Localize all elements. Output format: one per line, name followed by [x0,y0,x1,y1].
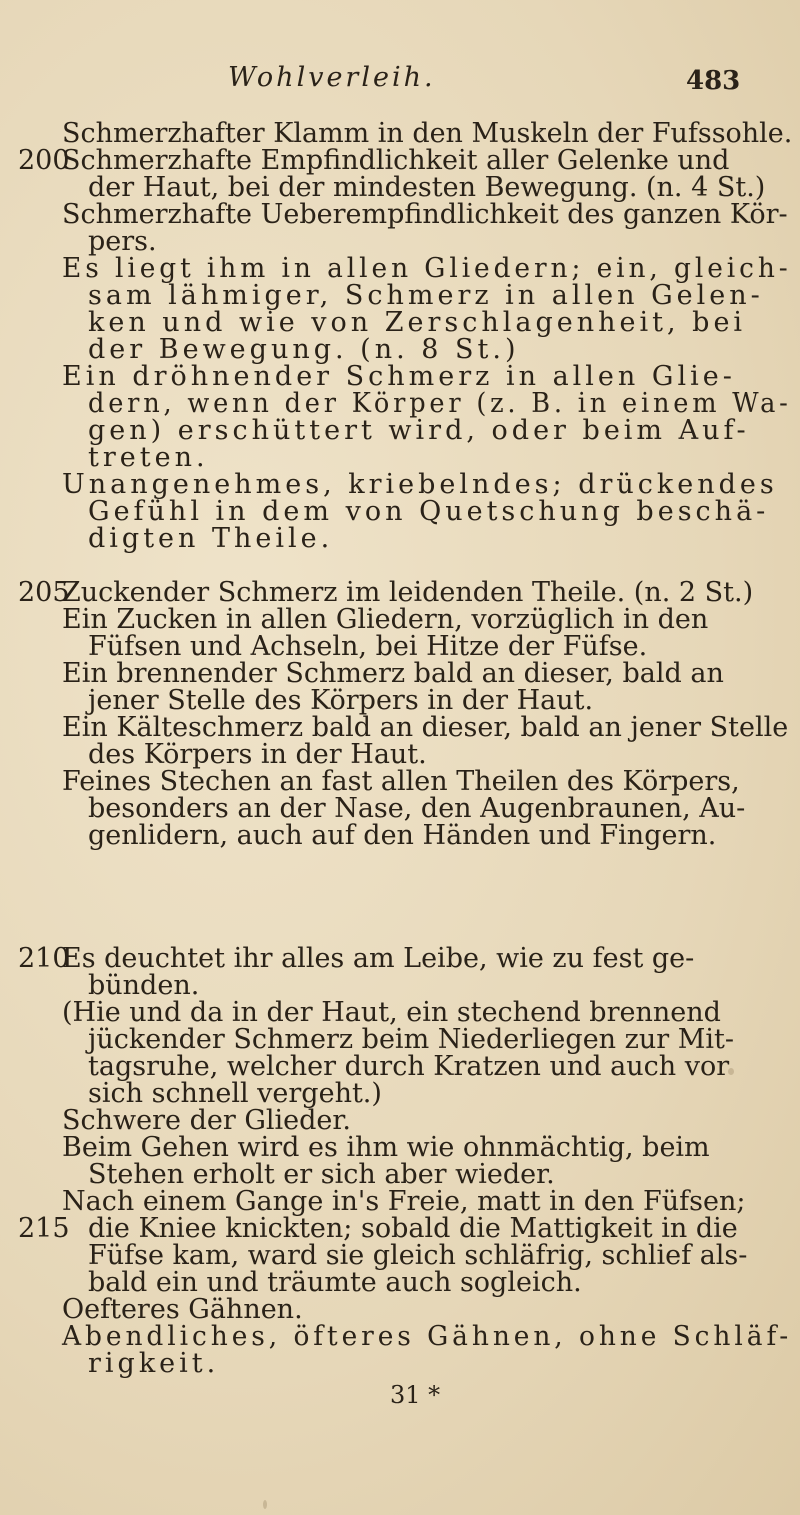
text-line: Schmerzhafter Klamm in den Muskeln der Fufssohle. [62,118,793,149]
text-line: Ein Zucken in allen Gliedern, vorzüglich in den [62,604,709,635]
text-line: die Kniee knickten; sobald die Mattigkeit in die [88,1213,738,1244]
text-line: (Hie und da in der Haut, ein stechend brennend [62,997,721,1028]
text-line: der Bewegung. (n. 8 St.) [88,334,520,365]
signature-mark: 31 * [390,1381,441,1409]
text-line: Nach einem Gange in's Freie, matt in den Füfsen; [62,1186,746,1217]
page-number: 483 [686,66,741,96]
text-line: bünden. [88,970,200,1001]
text-line: tagsruhe, welcher durch Kratzen und auch vor [88,1051,730,1082]
text-line: Stehen erholt er sich aber wieder. [88,1159,555,1190]
text-line: genlidern, auch auf den Händen und Fingern. [88,820,717,851]
text-line: Es deuchtet ihr alles am Leibe, wie zu fest ge- [62,943,695,974]
text-line: Gefühl in dem von Quetschung beschä- [88,496,770,527]
text-line: Feines Stechen an fast allen Theilen des Körpers, [62,766,740,797]
text-line: dern, wenn der Körper (z. B. in einem Wa- [88,388,792,419]
text-line: Unangenehmes, kriebelndes; drückendes [62,469,778,500]
text-line: Ein Kälteschmerz bald an dieser, bald an jener Stelle [62,712,789,743]
text-line: jener Stelle des Körpers in der Haut. [88,685,594,716]
text-line: treten. [88,442,209,473]
text-line: Oefteres Gähnen. [62,1294,303,1325]
text-line: jückender Schmerz beim Niederliegen zur Mit- [88,1024,734,1055]
line-number: 205 [18,577,70,608]
text-line: der Haut, bei der mindesten Bewegung. (n. 4 St.) [88,172,766,203]
text-line: Füfsen und Achseln, bei Hitze der Füfse. [88,631,648,662]
text-line: Füfse kam, ward sie gleich schläfrig, schlief als- [88,1240,748,1271]
line-number: 210 [18,943,70,974]
text-line: Schmerzhafte Empfindlichkeit aller Gelenke und [62,145,730,176]
text-line: sich schnell vergeht.) [88,1078,382,1109]
text-line: des Körpers in der Haut. [88,739,427,770]
text-line: besonders an der Nase, den Augenbraunen, Au- [88,793,746,824]
paper-stain [263,1500,267,1509]
line-number: 200 [18,145,70,176]
line-number: 215 [18,1213,70,1244]
text-line: bald ein und träumte auch sogleich. [88,1267,582,1298]
text-line: ken und wie von Zerschlagenheit, bei [88,307,747,338]
text-line: rigkeit. [88,1348,220,1379]
text-line: Es liegt ihm in allen Gliedern; ein, gleich- [62,253,792,284]
text-line: Beim Gehen wird es ihm wie ohnmächtig, beim [62,1132,710,1163]
text-line: Schmerzhafte Ueberempfindlichkeit des ganzen Kör- [62,199,788,230]
page-header [0,62,800,102]
text-line: Zuckender Schmerz im leidenden Theile. (n. 2 St.) [62,577,754,608]
text-line: gen) erschüttert wird, oder beim Auf- [88,415,750,446]
text-line: Schwere der Glieder. [62,1105,351,1136]
text-line: sam lähmiger, Schmerz in allen Gelen- [88,280,764,311]
text-line: Ein dröhnender Schmerz in allen Glie- [62,361,736,392]
text-line: Abendliches, öfteres Gähnen, ohne Schläf- [62,1321,793,1352]
text-line: digten Theile. [88,523,334,554]
text-line: Ein brennender Schmerz bald an dieser, bald an [62,658,724,689]
text-line: pers. [88,226,157,257]
running-head: Wohlverleih. [228,62,436,93]
